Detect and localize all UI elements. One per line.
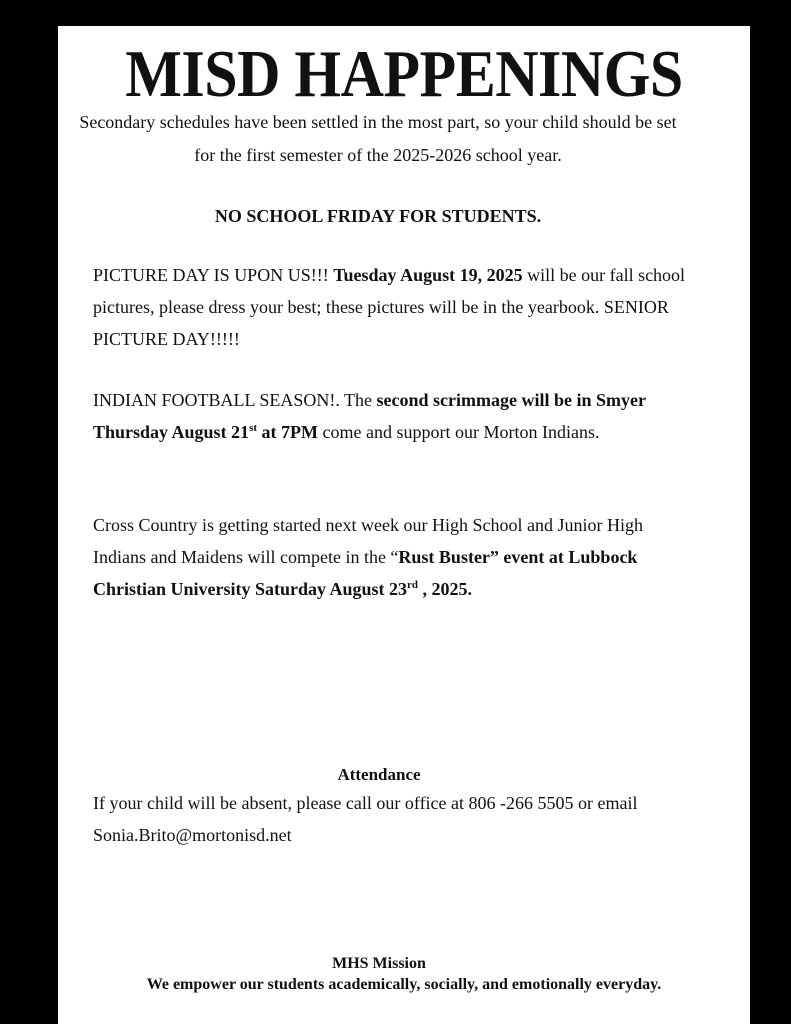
cross-country-paragraph: [93, 509, 693, 605]
football-date-suffix: st: [249, 422, 258, 434]
picture-day-rest: will be our fall school pictures, please dress your best; these pictures will be in the yearbook. SENIOR PICTURE DAY!!!!!: [93, 265, 686, 349]
mission-statement: We empower our students academically, socially, and emotionally everyday.: [146, 976, 662, 993]
mission-heading: MHS Mission: [332, 955, 426, 972]
attendance-heading: Attendance: [337, 765, 421, 784]
cross-country-event-text: Rust Buster” event at Lubbock Christian University Saturday August 23: [93, 547, 638, 599]
picture-day-paragraph: [93, 259, 693, 355]
no-school-notice: NO SCHOOL FRIDAY FOR STUDENTS.: [214, 206, 542, 226]
football-time: at 7PM: [257, 422, 318, 442]
intro-paragraph: Secondary schedules have been settled in the most part, so your child should be set for the first semester of the 2025-2026 school year.: [79, 112, 677, 165]
football-paragraph: [93, 384, 693, 448]
cross-country-date-suffix: rd: [407, 579, 419, 591]
football-lead: INDIAN FOOTBALL SEASON!. The: [93, 390, 377, 410]
page-title: MISD HAPPENINGS: [125, 36, 683, 111]
attendance-info: If your child will be absent, please call our office at 806 -266 5505 or email Sonia.Brito@mortonisd.net: [93, 793, 638, 845]
picture-day-date: Tuesday August 19, 2025: [333, 265, 523, 285]
football-scrimmage-text: second scrimmage will be in Smyer Thursday August 21: [93, 390, 646, 442]
football-rest: come and support our Morton Indians.: [318, 422, 600, 442]
cross-country-year: , 2025.: [418, 579, 473, 599]
picture-day-lead: PICTURE DAY IS UPON US!!!: [93, 265, 334, 285]
cross-country-lead: Cross Country is getting started next week our High School and Junior High Indians and Maidens will compete in the “: [93, 515, 643, 567]
flyer-page: [58, 26, 750, 1024]
